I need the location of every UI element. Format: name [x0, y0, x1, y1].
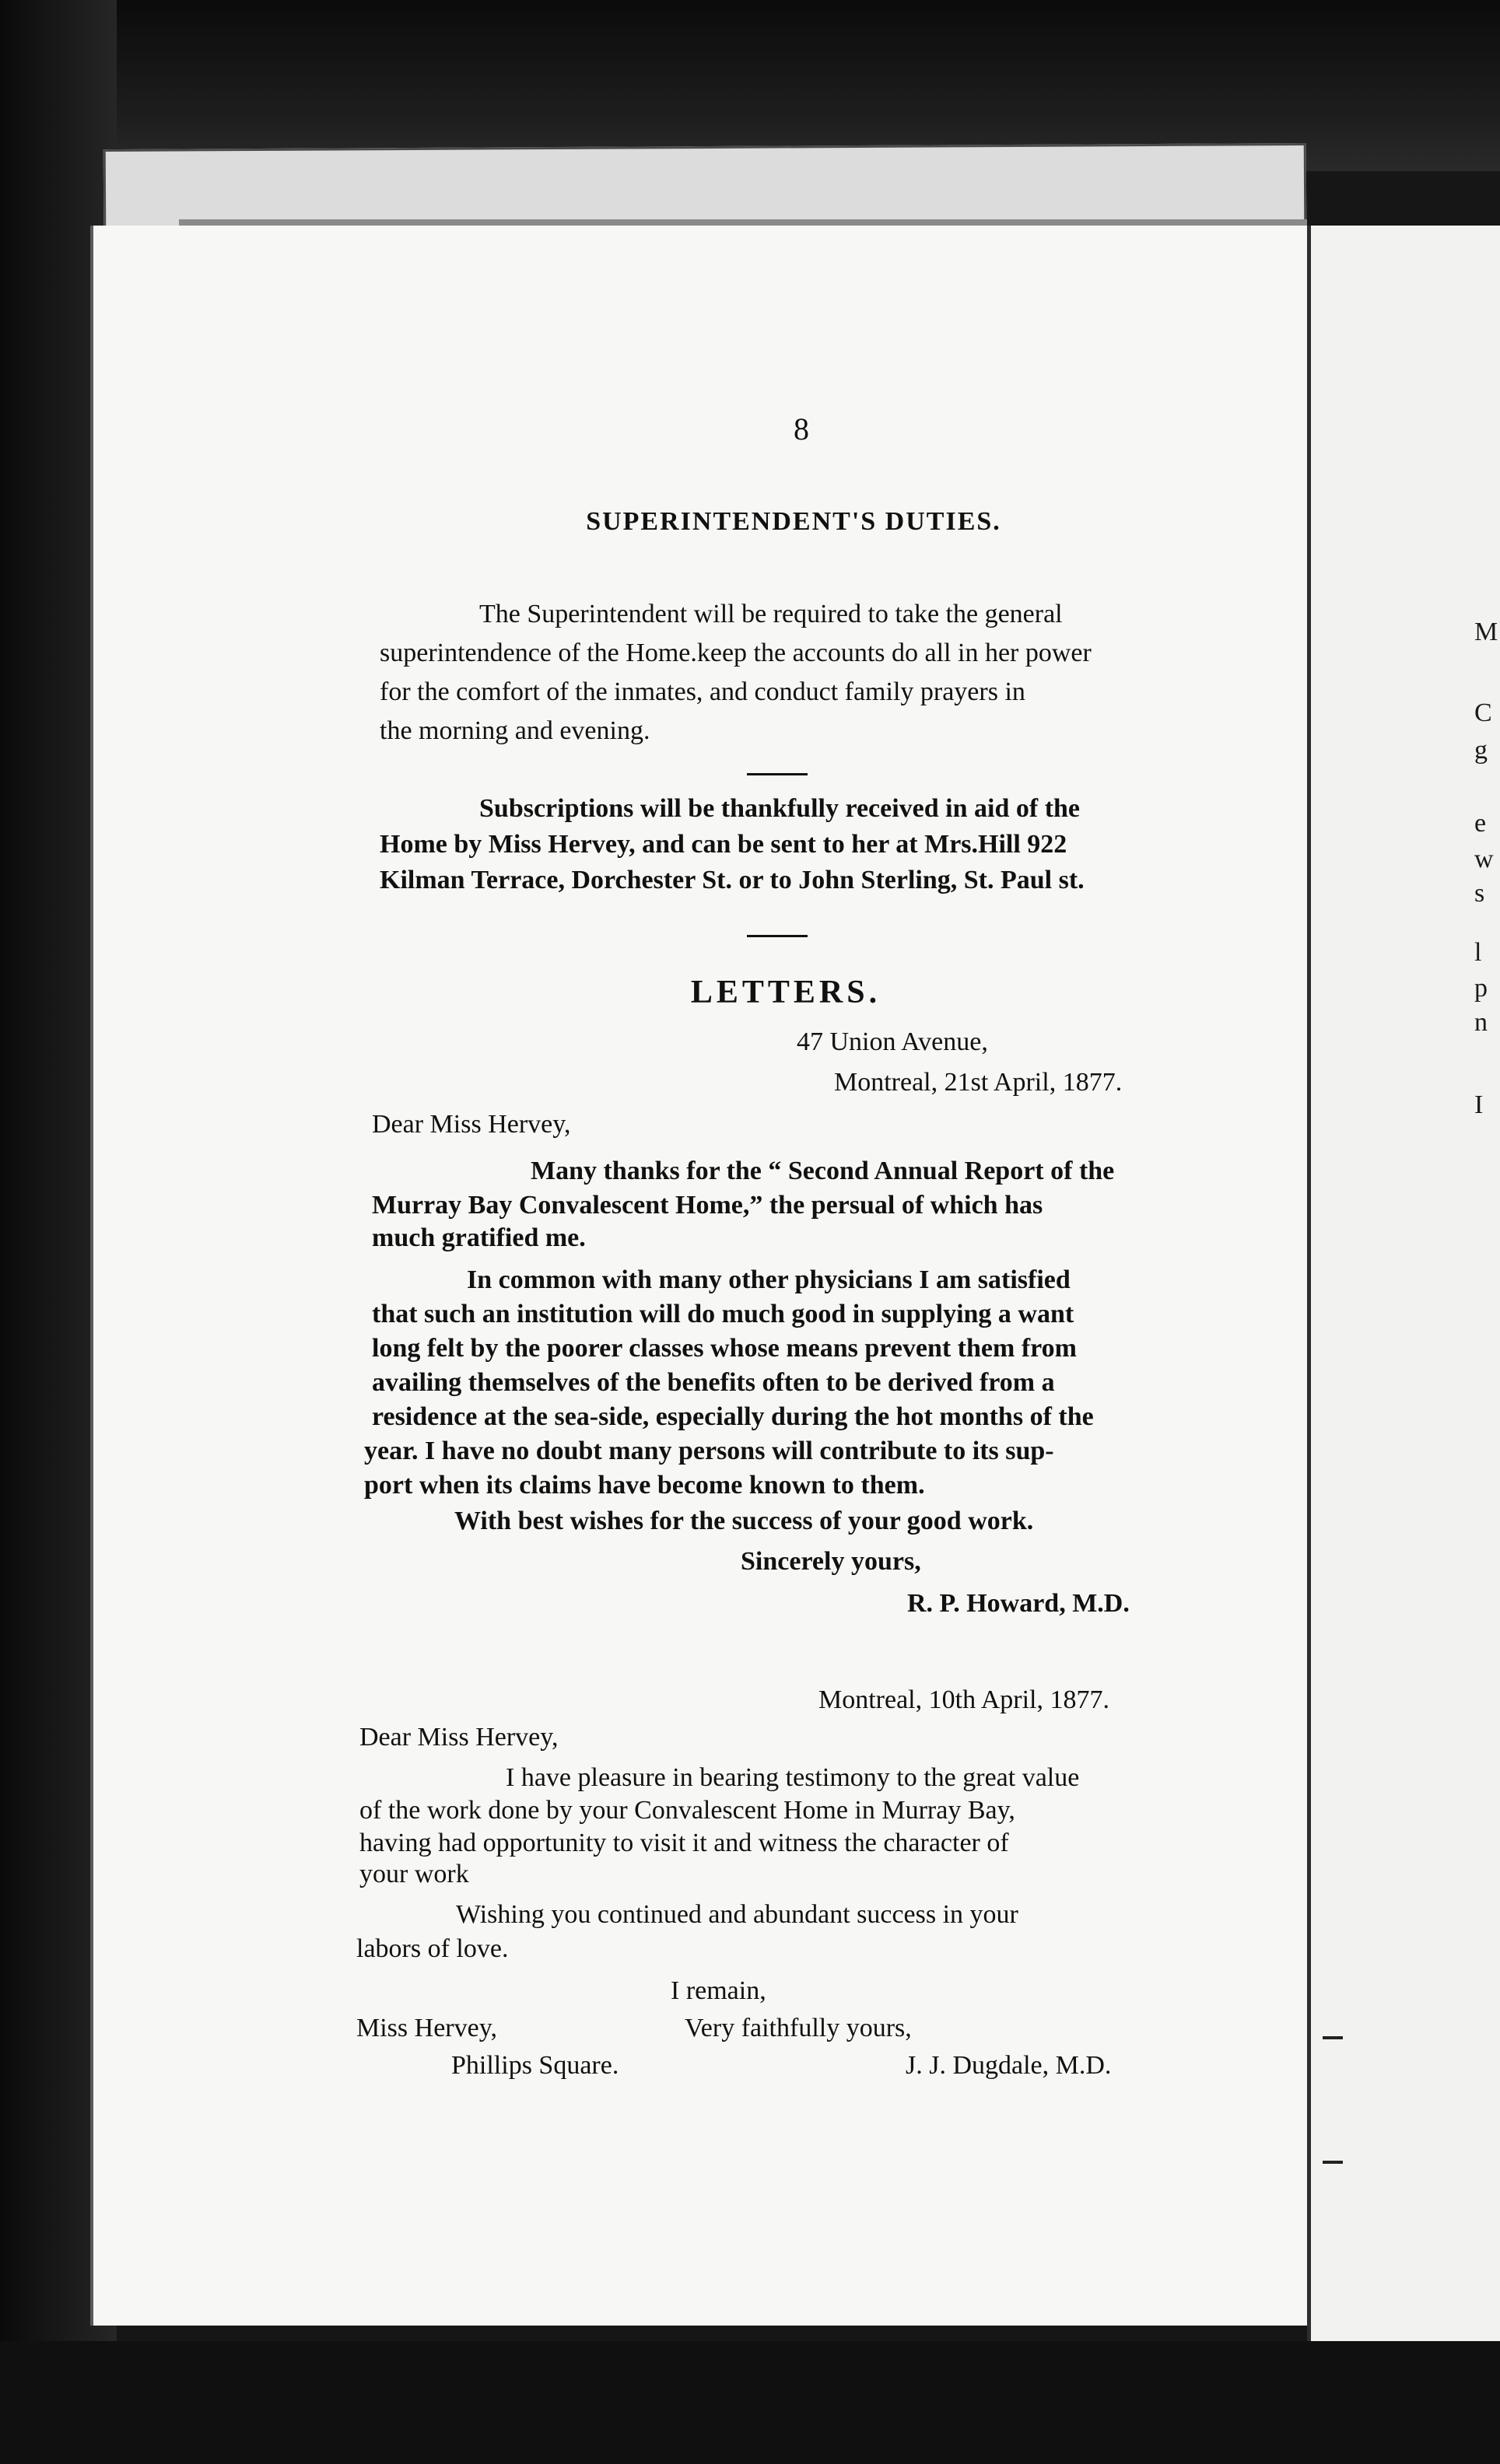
subscriptions-line: Kilman Terrace, Dorchester St. or to John Sterling, St. Paul st. — [380, 866, 1085, 894]
facing-fragment: n — [1474, 1008, 1488, 1037]
letter1-body-line: much gratified me. — [372, 1223, 586, 1252]
letter2-address-line: Montreal, 10th April, 1877. — [818, 1685, 1109, 1714]
letter1-body-line: Many thanks for the “ Second Annual Report of the — [531, 1157, 1115, 1185]
facing-fragment: w — [1474, 845, 1494, 873]
letter1-body-line: With best wishes for the success of your good work. — [454, 1507, 1034, 1535]
section-heading-letters: LETTERS. — [690, 975, 881, 1010]
letter2-signature: J. J. Dugdale, M.D. — [906, 2051, 1112, 2080]
page-number: 8 — [794, 411, 809, 446]
letter1-salutation: Dear Miss Hervey, — [372, 1110, 571, 1139]
letter2-recipient-address: Phillips Square. — [451, 2051, 619, 2080]
duties-line: superintendence of the Home.keep the accounts do all in her power — [380, 639, 1092, 667]
letter1-closing: Sincerely yours, — [741, 1547, 921, 1576]
letter2-closing: I remain, — [671, 1976, 766, 2005]
letter2-body-line: labors of love. — [356, 1934, 509, 1963]
facing-fragment: C — [1474, 698, 1492, 727]
letter1-body-line: that such an institution will do much good in supplying a want — [372, 1300, 1074, 1328]
letter1-body-line: long felt by the poorer classes whose means prevent them from — [372, 1334, 1077, 1363]
letter2-body-line: of the work done by your Convalescent Home in Murray Bay, — [359, 1796, 1015, 1825]
letter1-body-line: Murray Bay Convalescent Home,” the persual of which has — [372, 1191, 1043, 1220]
section-heading-duties: SUPERINTENDENT'S DUTIES. — [586, 507, 1001, 536]
duties-line: the morning and evening. — [380, 716, 650, 745]
section-divider — [747, 773, 808, 775]
section-divider — [747, 935, 808, 937]
facing-fragment: e — [1474, 809, 1487, 838]
duties-line: for the comfort of the inmates, and conduct family prayers in — [380, 677, 1025, 706]
facing-fragment: M — [1474, 618, 1498, 646]
facing-fragment: I — [1474, 1090, 1484, 1119]
letter1-body-line: year. I have no doubt many persons will contribute to its sup- — [364, 1437, 1054, 1465]
letter1-body-line: availing themselves of the benefits often to be derived from a — [372, 1368, 1055, 1397]
facing-fragment: g — [1474, 736, 1488, 765]
facing-fragment: s — [1474, 879, 1485, 908]
letter1-body-line: port when its claims have become known to them. — [364, 1471, 925, 1500]
subscriptions-line: Home by Miss Hervey, and can be sent to her at Mrs.Hill 922 — [380, 830, 1067, 859]
letter2-salutation: Dear Miss Hervey, — [359, 1723, 559, 1752]
facing-fragment: p — [1474, 974, 1488, 1003]
letter2-body-line: Wishing you continued and abundant success in your — [456, 1900, 1018, 1929]
letter2-body-line: having had opportunity to visit it and witness the character of — [359, 1829, 1009, 1857]
letter1-body-line: residence at the sea-side, especially during the hot months of the — [372, 1402, 1094, 1431]
facing-fragment: l — [1474, 938, 1482, 967]
duties-line: The Superintendent will be required to take the general — [479, 600, 1063, 628]
letter2-body-line: I have pleasure in bearing testimony to the great value — [506, 1763, 1080, 1792]
letter2-body-line: your work — [359, 1860, 469, 1888]
letter1-address-line: 47 Union Avenue, — [797, 1027, 988, 1056]
subscriptions-line: Subscriptions will be thankfully received in aid of the — [479, 794, 1081, 823]
letter1-body-line: In common with many other physicians I am satisfied — [467, 1265, 1071, 1294]
letter1-signature: R. P. Howard, M.D. — [907, 1589, 1130, 1618]
letter1-address-line: Montreal, 21st April, 1877. — [834, 1068, 1123, 1097]
letter2-recipient-name: Miss Hervey, — [356, 2014, 497, 2042]
letter2-closing: Very faithfully yours, — [685, 2014, 912, 2042]
